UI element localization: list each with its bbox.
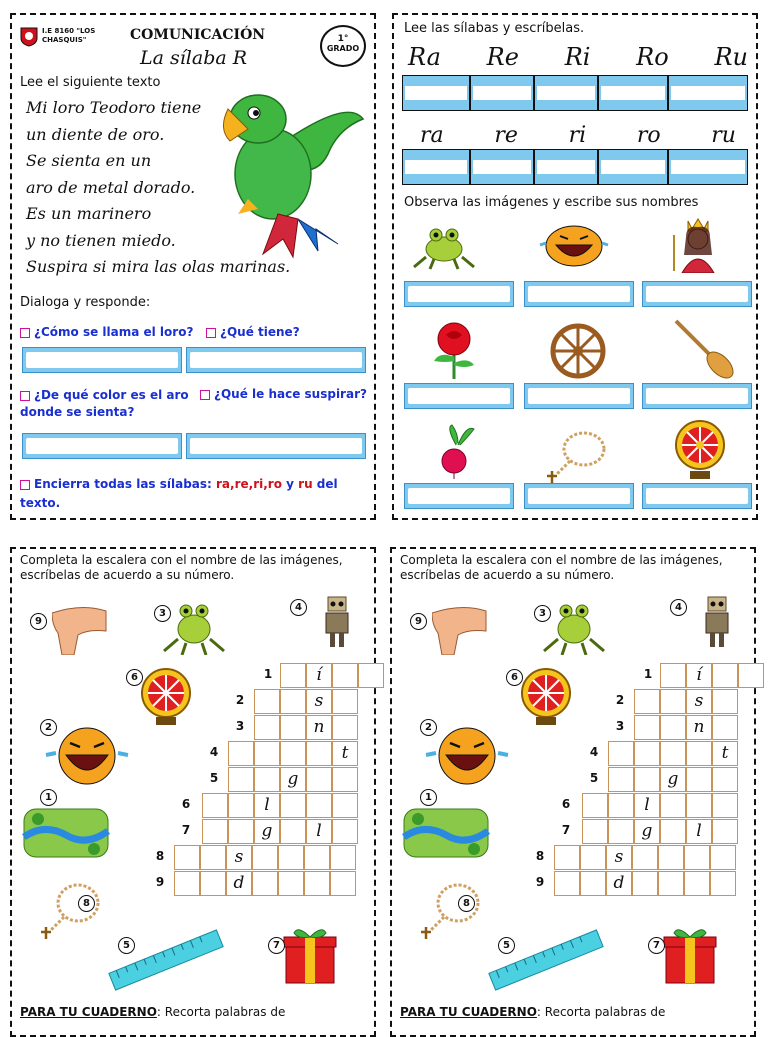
roulette-icon xyxy=(672,419,728,485)
ladder-row: d xyxy=(554,871,736,896)
picture-number: 3 xyxy=(534,605,551,622)
roulette-icon xyxy=(138,667,194,731)
lower-syllables xyxy=(420,123,736,148)
row-number: 4 xyxy=(589,745,599,759)
picture-number: 6 xyxy=(506,669,523,686)
checkbox-icon xyxy=(20,480,30,490)
row-number: 3 xyxy=(615,719,625,733)
answer-line-4[interactable] xyxy=(186,433,366,459)
grade-badge: 1° GRADO xyxy=(320,25,366,67)
ladder-instruction: Completa la escalera con el nombre de las imágenes, escríbelas de acuerdo a su número. xyxy=(400,553,723,582)
answer-line-3[interactable] xyxy=(22,433,182,459)
syllable: ri xyxy=(568,123,587,148)
poem-line: y no tienen miedo. xyxy=(26,230,176,250)
writing-cell[interactable] xyxy=(470,75,534,111)
picture-number: 5 xyxy=(498,937,515,954)
worksheet-ladder-right xyxy=(390,547,756,1037)
images-instruction: Observa las imágenes y escribe sus nombres xyxy=(404,195,699,210)
row-number: 9 xyxy=(535,875,545,889)
row-number: 7 xyxy=(181,823,191,837)
gift-icon xyxy=(282,925,338,989)
checkbox-icon xyxy=(206,328,216,338)
name-line[interactable] xyxy=(524,483,634,509)
ladder-row: t xyxy=(228,741,358,766)
writing-cell[interactable] xyxy=(470,149,534,185)
syllable: ra xyxy=(420,123,444,148)
parrot-illustration xyxy=(218,79,366,259)
name-line[interactable] xyxy=(524,383,634,409)
poem-line: Se sienta en un xyxy=(26,151,152,170)
frog-icon xyxy=(162,599,226,659)
notebook-footer: PARA TU CUADERNO: Recorta palabras de xyxy=(400,1005,666,1019)
syllable: Ru xyxy=(714,43,748,71)
name-line[interactable] xyxy=(404,281,514,307)
elbow-icon xyxy=(432,603,488,659)
rosary-icon xyxy=(38,879,102,945)
syllable: ro xyxy=(636,123,661,148)
row-number: 1 xyxy=(263,667,273,681)
row-number: 4 xyxy=(209,745,219,759)
picture-number: 9 xyxy=(30,613,47,630)
name-line[interactable] xyxy=(524,281,634,307)
row-number: 7 xyxy=(561,823,571,837)
syllable: Ro xyxy=(636,43,669,71)
writing-cell[interactable] xyxy=(534,149,598,185)
worksheet-reading xyxy=(10,13,376,520)
row-number: 6 xyxy=(181,797,191,811)
checkbox-icon xyxy=(20,391,30,401)
ladder-row: g xyxy=(228,767,358,792)
lesson-title: La sílaba R xyxy=(140,47,248,69)
oar-icon xyxy=(670,317,734,383)
picture-number: 5 xyxy=(118,937,135,954)
writing-cell[interactable] xyxy=(668,75,748,111)
name-line[interactable] xyxy=(642,281,752,307)
laughing-face-icon xyxy=(422,725,512,791)
picture-number: 6 xyxy=(126,669,143,686)
radish-icon xyxy=(432,423,482,483)
question-1: ¿Cómo se llama el loro? xyxy=(20,325,193,339)
ladder-row: n xyxy=(254,715,358,740)
ladder-row: í xyxy=(660,663,764,688)
subject-title: COMUNICACIÓN xyxy=(130,27,266,43)
writing-cell[interactable] xyxy=(402,149,470,185)
row-number: 1 xyxy=(643,667,653,681)
question-3: ¿De qué color es el aro donde se sienta? xyxy=(20,388,189,419)
poem-line: un diente de oro. xyxy=(26,124,165,144)
name-line[interactable] xyxy=(642,483,752,509)
picture-number: 8 xyxy=(458,895,475,912)
row-number: 2 xyxy=(235,693,245,707)
picture-number: 1 xyxy=(420,789,437,806)
row-number: 8 xyxy=(155,849,165,863)
checkbox-icon xyxy=(200,390,210,400)
queen-icon xyxy=(666,215,730,277)
writing-cell[interactable] xyxy=(534,75,598,111)
laughing-face-icon xyxy=(534,223,614,273)
river-map-icon xyxy=(20,803,112,867)
elbow-icon xyxy=(52,603,108,659)
wheel-icon xyxy=(550,323,606,383)
name-line[interactable] xyxy=(642,383,752,409)
picture-number: 3 xyxy=(154,605,171,622)
syllable: Ri xyxy=(564,43,591,71)
syllable: re xyxy=(494,123,518,148)
worksheet-ladder-left xyxy=(10,547,376,1037)
question-5: Encierra todas las sílabas: ra,re,ri,ro y ru del texto. xyxy=(20,477,338,510)
robot-icon xyxy=(700,593,734,653)
ladder-row: g xyxy=(608,767,738,792)
poem-line: Es un marinero xyxy=(26,204,152,223)
ladder-row: g l xyxy=(582,819,738,844)
ladder-row: t xyxy=(608,741,738,766)
laughing-face-icon xyxy=(42,725,132,791)
answer-line-2[interactable] xyxy=(186,347,366,373)
picture-number: 8 xyxy=(78,895,95,912)
syllable: ru xyxy=(711,123,736,148)
row-number: 9 xyxy=(155,875,165,889)
row-number: 5 xyxy=(209,771,219,785)
frog-icon xyxy=(412,221,476,275)
rosary-icon xyxy=(418,879,482,945)
ladder-row: í xyxy=(280,663,384,688)
roulette-icon xyxy=(518,667,574,731)
ladder-row: s xyxy=(634,689,738,714)
worksheet-syllables xyxy=(392,13,758,520)
name-line[interactable] xyxy=(404,383,514,409)
rosary-icon xyxy=(544,427,608,487)
syllable: Re xyxy=(486,43,519,71)
picture-number: 7 xyxy=(268,937,285,954)
row-number: 3 xyxy=(235,719,245,733)
syllable: Ra xyxy=(408,43,441,71)
question-2: ¿Qué tiene? xyxy=(206,325,300,339)
upper-syllables xyxy=(408,43,748,71)
question-4: ¿Qué le hace suspirar? xyxy=(200,387,367,401)
poem-line: aro de metal dorado. xyxy=(26,177,196,197)
river-map-icon xyxy=(400,803,492,867)
ladder-row: g l xyxy=(202,819,358,844)
frog-icon xyxy=(542,599,606,659)
school-logo xyxy=(20,27,38,47)
ladder-row: d xyxy=(174,871,356,896)
name-line[interactable] xyxy=(404,483,514,509)
row-number: 5 xyxy=(589,771,599,785)
notebook-footer: PARA TU CUADERNO: Recorta palabras de xyxy=(20,1005,286,1019)
gift-icon xyxy=(662,925,718,989)
picture-number: 7 xyxy=(648,937,665,954)
poem-line: Mi loro Teodoro tiene xyxy=(26,98,202,117)
ladder-row: s xyxy=(554,845,736,870)
ladder-row: l xyxy=(582,793,738,818)
syllable-instruction: Lee las sílabas y escríbelas. xyxy=(404,21,585,36)
picture-number: 2 xyxy=(40,719,57,736)
writing-cell[interactable] xyxy=(598,75,668,111)
picture-number: 1 xyxy=(40,789,57,806)
row-number: 2 xyxy=(615,693,625,707)
ladder-row: s xyxy=(174,845,356,870)
picture-number: 2 xyxy=(420,719,437,736)
writing-cell[interactable] xyxy=(598,149,668,185)
checkbox-icon xyxy=(20,328,30,338)
ladder-instruction: Completa la escalera con el nombre de las imágenes, escríbelas de acuerdo a su número. xyxy=(20,553,343,582)
upper-writing-row xyxy=(402,75,748,111)
writing-cell[interactable] xyxy=(668,149,748,185)
ladder-row: s xyxy=(254,689,358,714)
picture-number: 4 xyxy=(670,599,687,616)
row-number: 8 xyxy=(535,849,545,863)
lower-writing-row xyxy=(402,149,748,185)
ladder-row: l xyxy=(202,793,358,818)
picture-number: 9 xyxy=(410,613,427,630)
robot-icon xyxy=(320,593,354,653)
row-number: 6 xyxy=(561,797,571,811)
answer-line-1[interactable] xyxy=(22,347,182,373)
poem-line: Suspira si mira las olas marinas. xyxy=(26,257,291,276)
ladder-row: n xyxy=(634,715,738,740)
reading-intro: Lee el siguiente texto xyxy=(20,75,161,90)
rose-icon xyxy=(424,321,484,383)
picture-number: 4 xyxy=(290,599,307,616)
dialog-label: Dialoga y responde: xyxy=(20,295,151,310)
school-name: I.E 8160 "LOS CHASQUIS" xyxy=(42,27,96,44)
writing-cell[interactable] xyxy=(402,75,470,111)
